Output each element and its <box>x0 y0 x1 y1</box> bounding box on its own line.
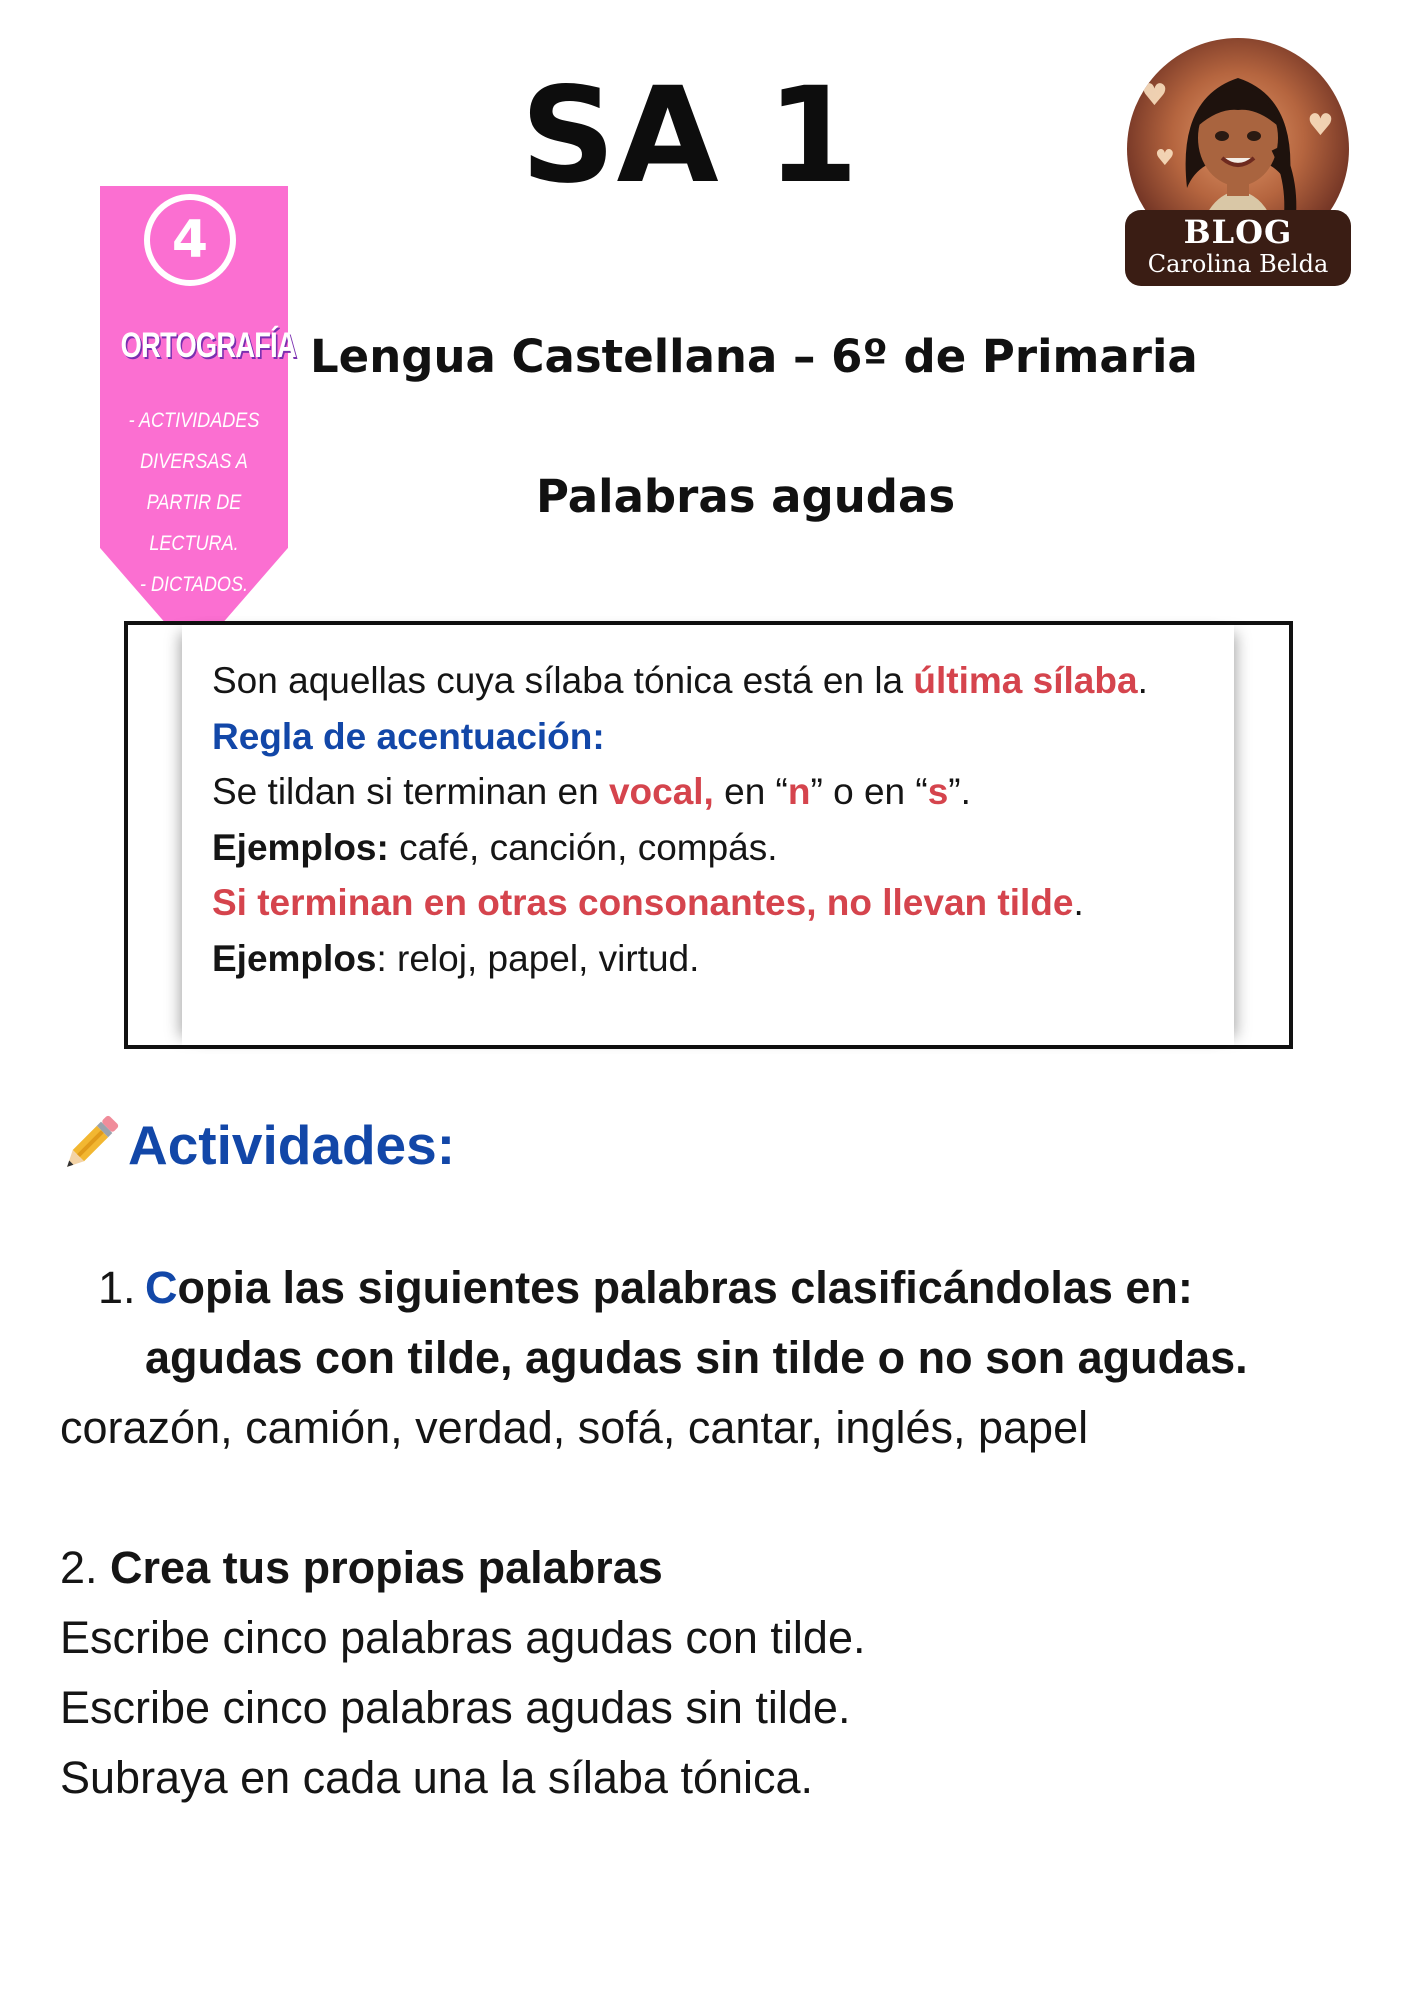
ribbon-heading: ORTOGRAFÍA <box>120 326 296 365</box>
page-title: SA 1 <box>520 59 860 213</box>
rule-text: Se tildan si terminan en <box>212 771 609 812</box>
subject-heading: Lengua Castellana – 6º de Primaria <box>310 330 1198 383</box>
definition-box <box>124 621 1293 1049</box>
rule-text: en “ <box>713 771 788 812</box>
activities-heading <box>56 1112 455 1178</box>
heart-icon: ♥ <box>1141 78 1168 113</box>
definition-paper <box>182 625 1234 1045</box>
examples-text: : reloj, papel, virtud. <box>376 937 700 979</box>
rule-text: ”. <box>948 771 971 812</box>
item-2-number: 2. <box>60 1542 111 1593</box>
examples-label: Ejemplos <box>212 937 377 979</box>
blog-label-line2: Carolina Belda <box>1147 250 1329 278</box>
item-1-first-letter: C <box>145 1262 178 1313</box>
ribbon-line: DIVERSAS A PARTIR DE <box>140 450 248 514</box>
ribbon-line: - DICTADOS. <box>139 573 249 596</box>
blog-label <box>1125 210 1351 286</box>
item-1-line2: agudas con tilde, agudas sin tilde o no son agudas. <box>145 1332 1248 1383</box>
definition-highlight: última sílaba <box>913 660 1138 701</box>
item-2-title-line <box>60 1533 663 1603</box>
item-2-title: Crea tus propias palabras <box>110 1542 663 1593</box>
blog-logo <box>1120 38 1356 288</box>
heart-icon: ♥ <box>1307 108 1334 143</box>
activities-heading-text: Actividades: <box>128 1114 456 1176</box>
item-1-line1: opia las siguientes palabras clasificándolas en: <box>177 1262 1193 1313</box>
rule-text: ” o en “ <box>810 771 928 812</box>
ribbon-description <box>108 400 280 605</box>
item-2-line: Escribe cinco palabras agudas sin tilde. <box>60 1682 851 1733</box>
item-1-words: corazón, camión, verdad, sofá, cantar, inglés, papel <box>60 1402 1089 1453</box>
ribbon-line: - ACTIVIDADES <box>128 409 260 432</box>
rule-letter-n: n <box>787 771 811 812</box>
ribbon-line: LECTURA. <box>149 532 239 555</box>
pencil-icon <box>56 1112 122 1178</box>
examples-text: café, canción, compás. <box>388 826 778 868</box>
rule-vocal: vocal, <box>608 771 714 812</box>
rule-heading: Regla de acentuación: <box>212 715 605 757</box>
exception-end: . <box>1073 882 1084 923</box>
item-2-line: Subraya en cada una la sílaba tónica. <box>60 1752 814 1803</box>
item-1-number: 1. <box>98 1262 136 1313</box>
rule-letter-s: s <box>927 771 949 812</box>
definition-text <box>212 653 1192 986</box>
definition-intro: Son aquellas cuya sílaba tónica está en la <box>212 660 914 701</box>
item-2-line: Escribe cinco palabras agudas con tilde. <box>60 1612 866 1663</box>
item-1-instruction <box>145 1253 1345 1393</box>
ribbon-number-badge: 4 <box>144 194 236 286</box>
examples-label: Ejemplos: <box>212 826 389 868</box>
heart-icon: ♥ <box>1155 146 1175 171</box>
ortografia-ribbon <box>100 186 296 656</box>
exception-text: Si terminan en otras consonantes, no llevan tilde <box>212 882 1074 923</box>
definition-intro-end: . <box>1137 660 1148 701</box>
topic-heading: Palabras agudas <box>536 470 956 523</box>
blog-label-line1: BLOG <box>1183 213 1293 251</box>
